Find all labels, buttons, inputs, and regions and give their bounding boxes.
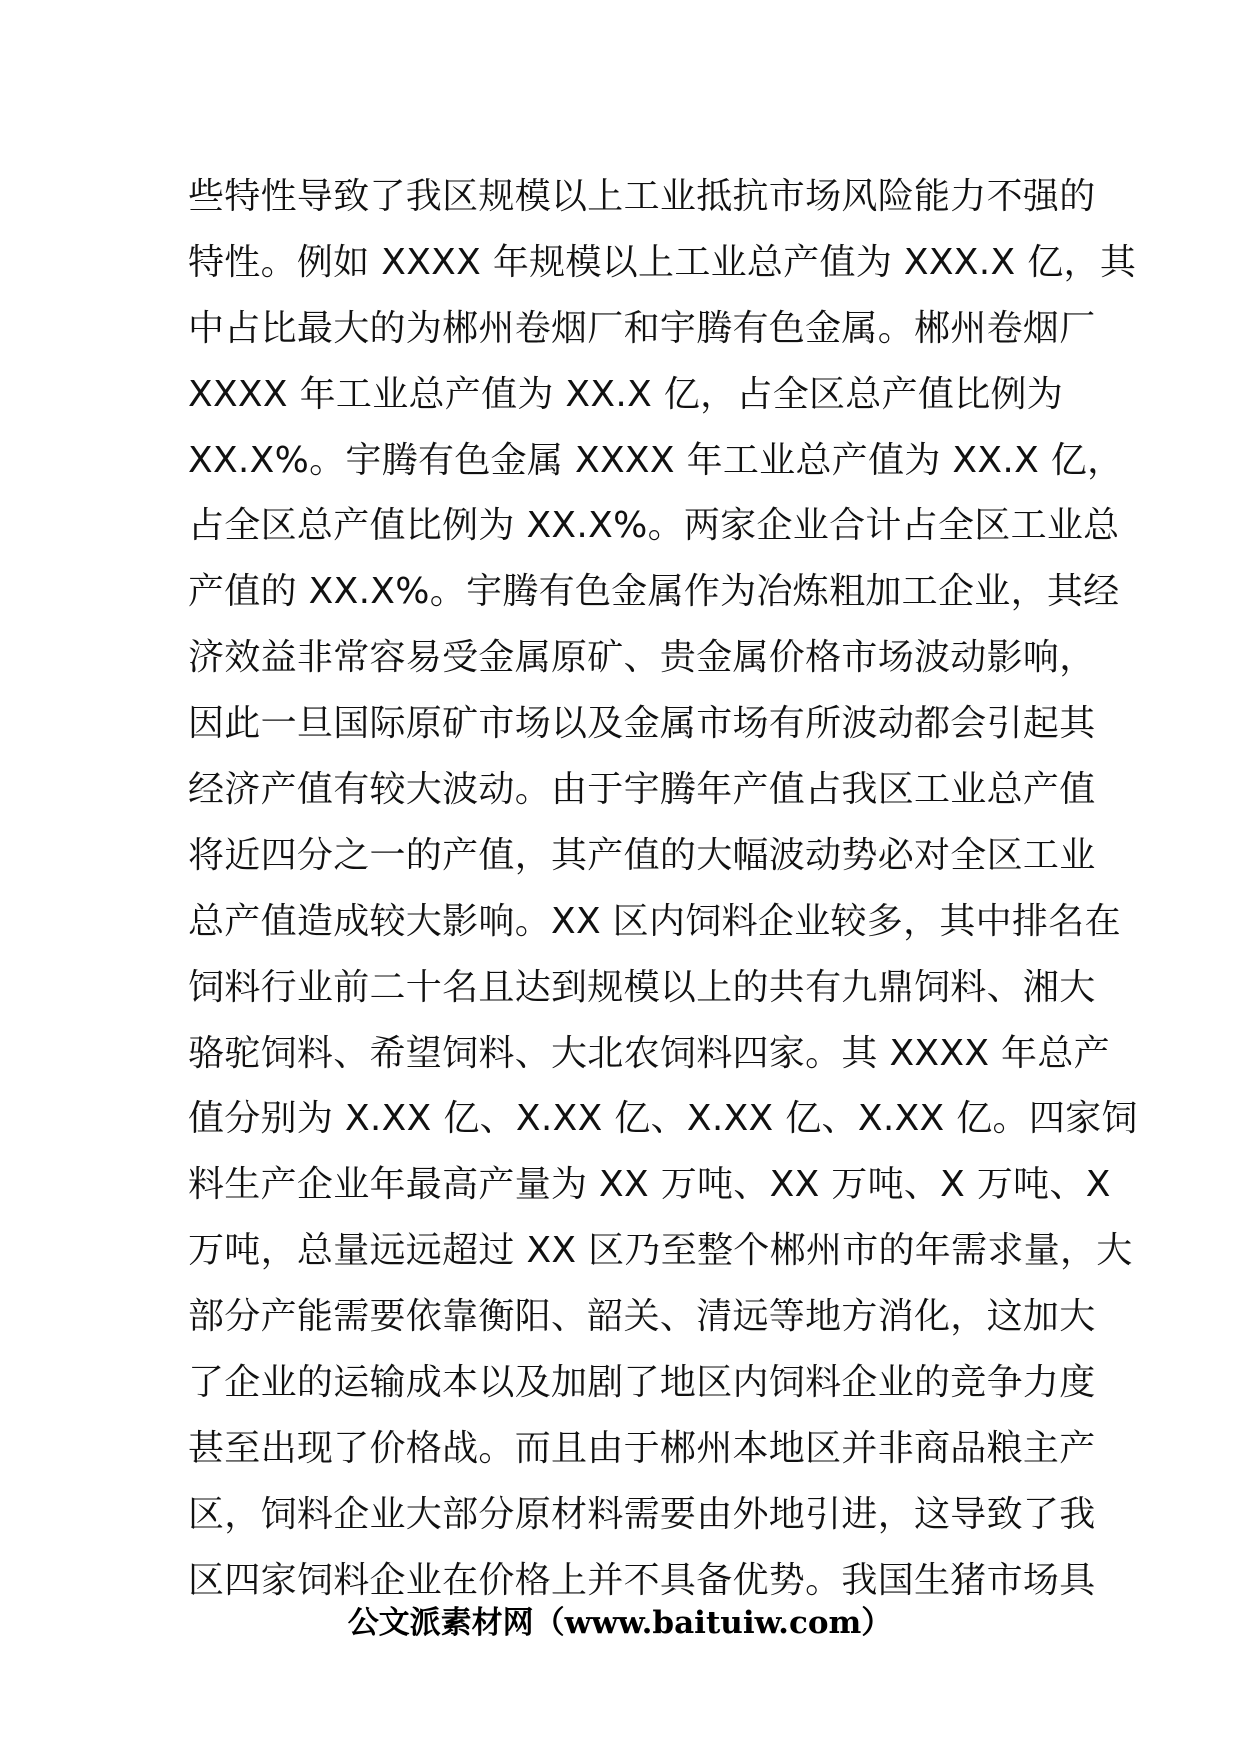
text-line: 甚至出现了价格战。而且由于郴州本地区并非商品粮主产 [188, 1427, 1096, 1469]
text-line: 中占比最大的为郴州卷烟厂和宇腾有色金属。郴州卷烟厂 [188, 307, 1096, 349]
body-text [188, 164, 1138, 1614]
text-line: 万吨，总量远远超过 XX 区乃至整个郴州市的年需求量，大 [188, 1230, 1133, 1272]
footer-watermark: 公文派素材网（www.baituiw.com） [347, 1605, 893, 1641]
text-line: XX.X%。宇腾有色金属 XXXX 年工业总产值为 XX.X 亿， [188, 439, 1124, 481]
text-line: 了企业的运输成本以及加剧了地区内饲料企业的竞争力度 [188, 1362, 1096, 1404]
text-line: 区，饲料企业大部分原材料需要由外地引进，这导致了我 [188, 1493, 1096, 1535]
text-line: 部分产能需要依靠衡阳、韶关、清远等地方消化，这加大 [188, 1296, 1096, 1338]
text-line: 区四家饲料企业在价格上并不具备优势。我国生猪市场具 [188, 1559, 1096, 1601]
text-line: XXXX 年工业总产值为 XX.X 亿，占全区总产值比例为 [188, 373, 1064, 415]
text-line: 骆驼饲料、希望饲料、大北农饲料四家。其 XXXX 年总产 [188, 1032, 1110, 1074]
text-line: 占全区总产值比例为 XX.X%。两家企业合计占全区工业总 [188, 505, 1120, 547]
text-line: 些特性导致了我区规模以上工业抵抗市场风险能力不强的 [188, 176, 1096, 217]
text-line: 济效益非常容易受金属原矿、贵金属价格市场波动影响， [188, 637, 1096, 679]
text-line: 值分别为 X.XX 亿、X.XX 亿、X.XX 亿、X.XX 亿。四家饲 [188, 1098, 1138, 1140]
text-line: 总产值造成较大影响。XX 区内饲料企业较多，其中排名在 [188, 900, 1121, 942]
text-line: 特性。例如 XXXX 年规模以上工业总产值为 XXX.X 亿，其 [188, 241, 1137, 283]
text-line: 饲料行业前二十名且达到规模以上的共有九鼎饲料、湘大 [188, 966, 1096, 1008]
text-line: 将近四分之一的产值，其产值的大幅波动势必对全区工业 [188, 834, 1096, 876]
text-line: 经济产值有较大波动。由于宇腾年产值占我区工业总产值 [188, 769, 1096, 811]
text-line: 料生产企业年最高产量为 XX 万吨、XX 万吨、X 万吨、X [188, 1164, 1111, 1206]
text-line: 因此一旦国际原矿市场以及金属市场有所波动都会引起其 [188, 703, 1096, 745]
text-line: 产值的 XX.X%。宇腾有色金属作为冶炼粗加工企业，其经 [188, 571, 1120, 613]
